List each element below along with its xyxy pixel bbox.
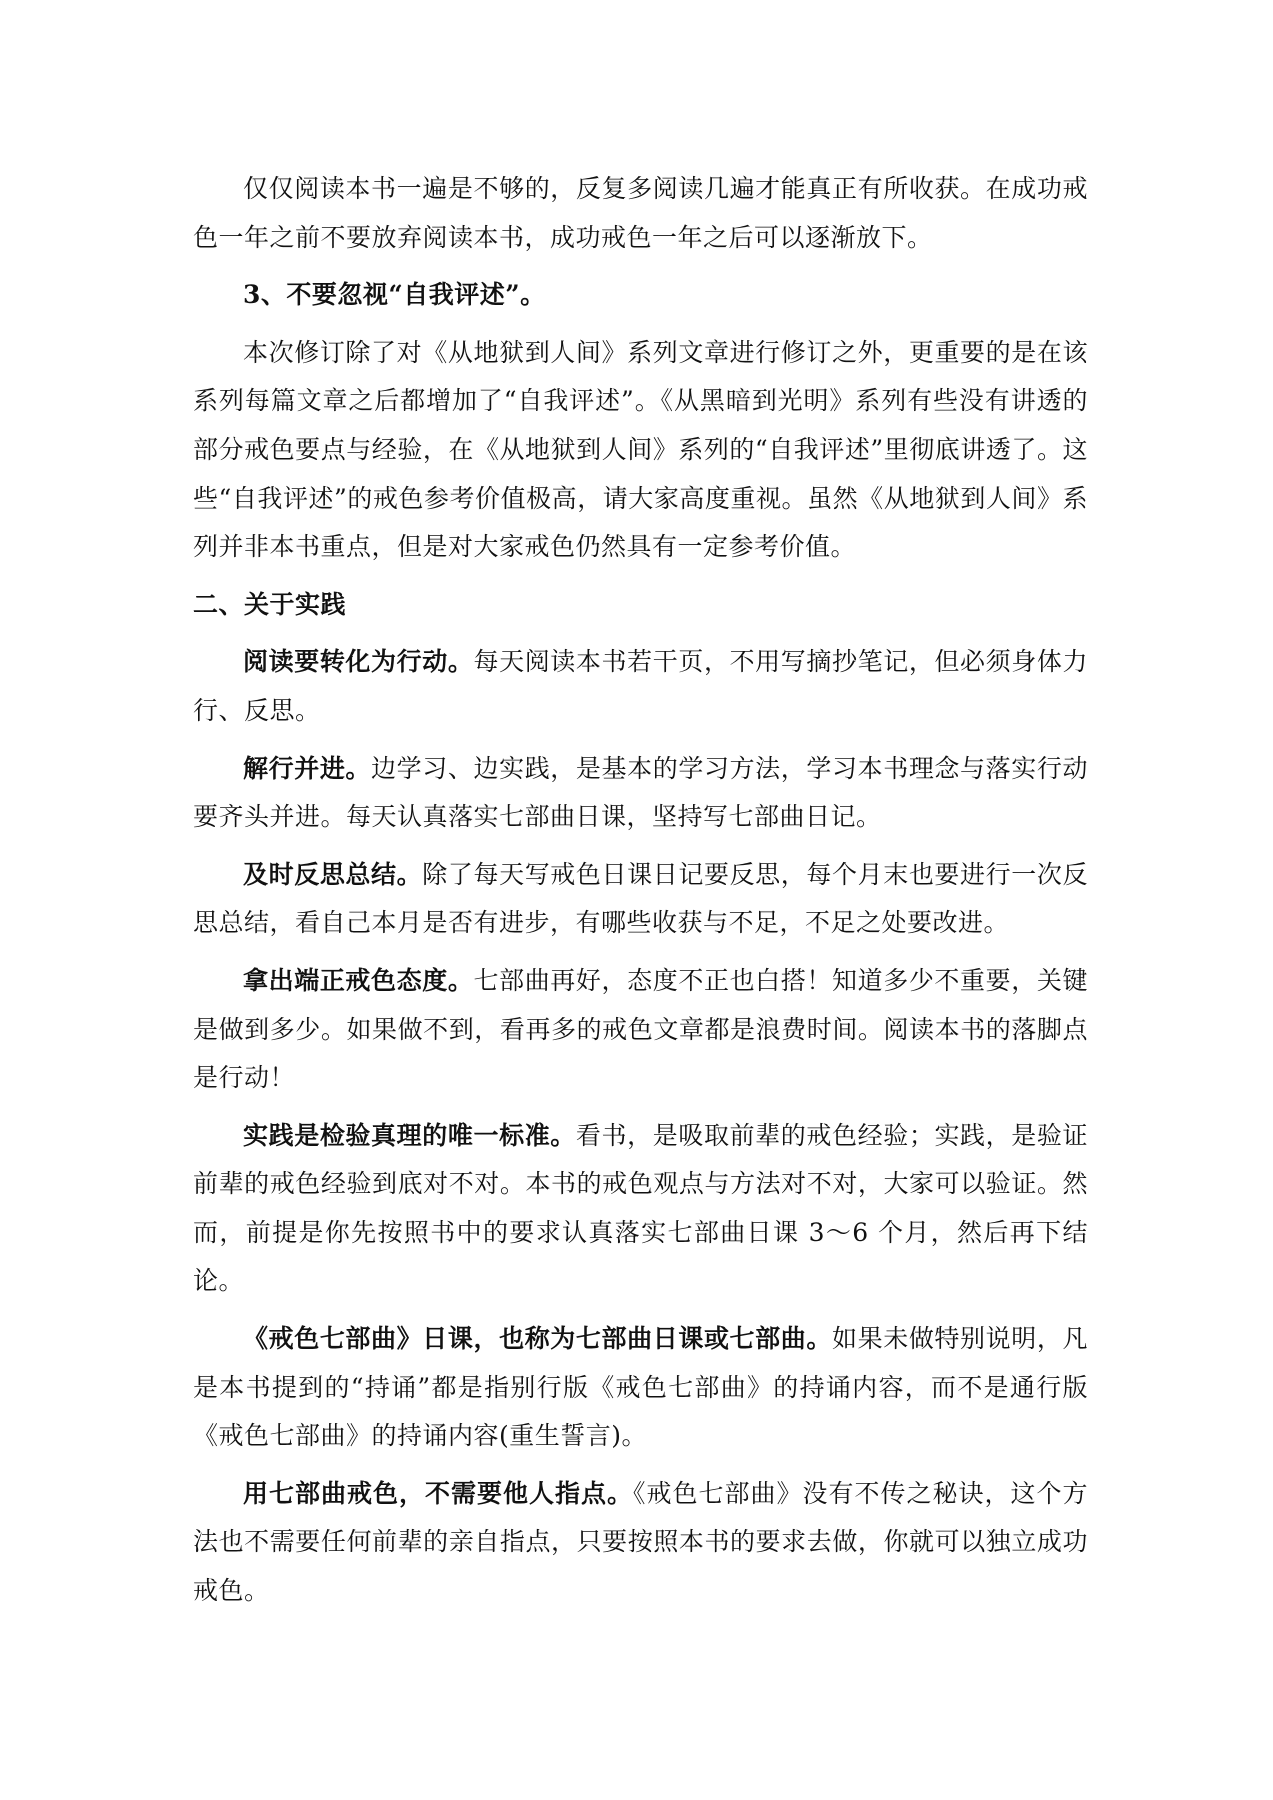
document-page (193, 165, 1088, 1625)
paragraph-learn-and-practice (193, 745, 1088, 842)
paragraph-text: 每天阅读本书若干页，不用写摘抄笔记，但必须身体力行、反思。 (193, 647, 1088, 725)
paragraph-attitude (193, 957, 1088, 1103)
paragraph-reading-to-action (193, 638, 1088, 735)
section-heading-practice (193, 581, 1088, 630)
heading-text: 二、关于实践 (193, 589, 347, 619)
paragraph-lead: 实践是检验真理的唯一标准。 (243, 1120, 576, 1150)
paragraph-text: 边学习、边实践，是基本的学习方法，学习本书理念与落实行动要齐头并进。每天认真落实七部曲日课，坚持写七部曲日记。 (193, 753, 1088, 832)
paragraph-reading-repeat (193, 165, 1088, 262)
paragraph-text: 本次修订除了对《从地狱到人间》系列文章进行修订之外，更重要的是在该系列每篇文章之后都增加了“自我评述”。《从黑暗到光明》系列有些没有讲透的部分戒色要点与经验，在《从地狱到人间》系列的“自我评述”里彻底讲透了。这些“自我评述”的戒色参考价值极高，请大家高度重视。虽然《从地狱到人间》系列并非本书重点，但是对大家戒色仍然具有一定参考价值。 (193, 337, 1088, 562)
heading-self-review (193, 271, 1088, 320)
paragraph-lead: 解行并进。 (243, 753, 372, 783)
paragraph-text: 除了每天写戒色日课日记要反思，每个月末也要进行一次反思总结，看自己本月是否有进步，有哪些收获与不足，不足之处要改进。 (193, 859, 1088, 938)
paragraph-text: 仅仅阅读本书一遍是不够的，反复多阅读几遍才能真正有所收获。在成功戒色一年之前不要放弃阅读本书，成功戒色一年之后可以逐渐放下。 (193, 174, 1088, 252)
paragraph-practice-truth (193, 1112, 1088, 1306)
paragraph-text: 如果未做特别说明，凡是本书提到的“持诵”都是指别行版《戒色七部曲》的持诵内容，而不是通行版《戒色七部曲》的持诵内容(重生誓言)。 (193, 1324, 1088, 1451)
paragraph-reflect-summarize (193, 851, 1088, 948)
paragraph-lead: 阅读要转化为行动。 (243, 647, 474, 677)
paragraph-text: 看书，是吸取前辈的戒色经验；实践，是验证前辈的戒色经验到底对不对。本书的戒色观点与方法对不对，大家可以验证。然而，前提是你先按照书中的要求认真落实七部曲日课 3～6 个月，然后再下结论。 (193, 1120, 1088, 1296)
paragraph-lead: 用七部曲戒色，不需要他人指点。 (243, 1478, 633, 1508)
paragraph-lead: 《戒色七部曲》日课，也称为七部曲日课或七部曲。 (243, 1324, 832, 1354)
paragraph-lead: 及时反思总结。 (243, 859, 423, 889)
paragraph-daily-lesson (193, 1315, 1088, 1461)
paragraph-text: 七部曲再好，态度不正也白搭！知道多少不重要，关键是做到多少。如果做不到，看再多的戒色文章都是浪费时间。阅读本书的落脚点是行动！ (193, 965, 1088, 1093)
paragraph-text: 《戒色七部曲》没有不传之秘诀，这个方法也不需要任何前辈的亲自指点，只要按照本书的要求去做，你就可以独立成功戒色。 (193, 1478, 1088, 1606)
paragraph-self-review (193, 329, 1088, 572)
heading-text: 3、不要忽视“自我评述”。 (243, 280, 546, 310)
paragraph-lead: 拿出端正戒色态度。 (243, 965, 474, 995)
paragraph-no-guidance-needed (193, 1470, 1088, 1616)
